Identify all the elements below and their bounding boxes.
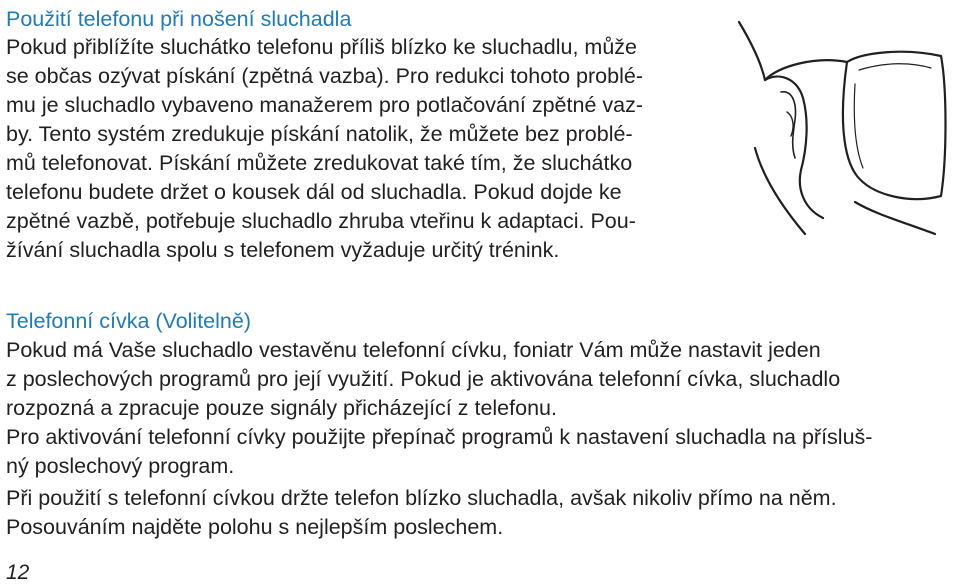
paragraph-line: Pokud přiblížíte sluchátko telefonu příliš blízko ke sluchadlu, může: [6, 35, 637, 59]
paragraph-line: mu je sluchadlo vybaveno manažerem pro potlačování zpětné vaz-: [6, 93, 643, 117]
paragraph-line: Při použití s telefonní cívkou držte telefon blízko sluchadla, avšak nikoliv přímo na něm.: [6, 486, 837, 510]
paragraph-line: Pokud má Vaše sluchadlo vestavěnu telefonní cívku, foniatr Vám může nastavit jeden: [6, 338, 821, 362]
paragraph-line: z poslechových programů pro její využití. Pokud je aktivována telefonní cívka, sluchadlo: [6, 367, 841, 391]
paragraph-line: mů telefonovat. Pískání můžete zredukovat také tím, že sluchátko: [6, 151, 633, 175]
page-number: 12: [6, 561, 30, 584]
paragraph-line: Pro aktivování telefonní cívky použijte přepínač programů k nastavení sluchadla na přísluš-: [6, 425, 873, 449]
paragraph-line: telefonu budete držet o kousek dál od sluchadla. Pokud dojde ke: [6, 180, 622, 204]
paragraph-line: by. Tento systém zredukuje pískání natolik, že můžete bez problé-: [6, 122, 633, 146]
paragraph-line: žívání sluchadla spolu s telefonem vyžaduje určitý trénink.: [6, 238, 560, 262]
paragraph-line: ný poslechový program.: [6, 454, 235, 478]
paragraph-line: zpětné vazbě, potřebuje sluchadlo zhruba vteřinu k adaptaci. Pou-: [6, 209, 636, 233]
paragraph-line: Posouváním najděte polohu s nejlepším poslechem.: [6, 515, 504, 539]
paragraph-line: rozpozná a zpracuje pouze signály přicházející z telefonu.: [6, 396, 557, 420]
ear-with-phone-icon: [735, 8, 955, 236]
section-heading-phone-use: Použití telefonu při nošení sluchadla: [6, 7, 352, 31]
paragraph-line: se občas ozývat pískání (zpětná vazba). Pro redukci tohoto problé-: [6, 64, 643, 88]
section-heading-telecoil: Telefonní cívka (Volitelně): [6, 309, 251, 333]
